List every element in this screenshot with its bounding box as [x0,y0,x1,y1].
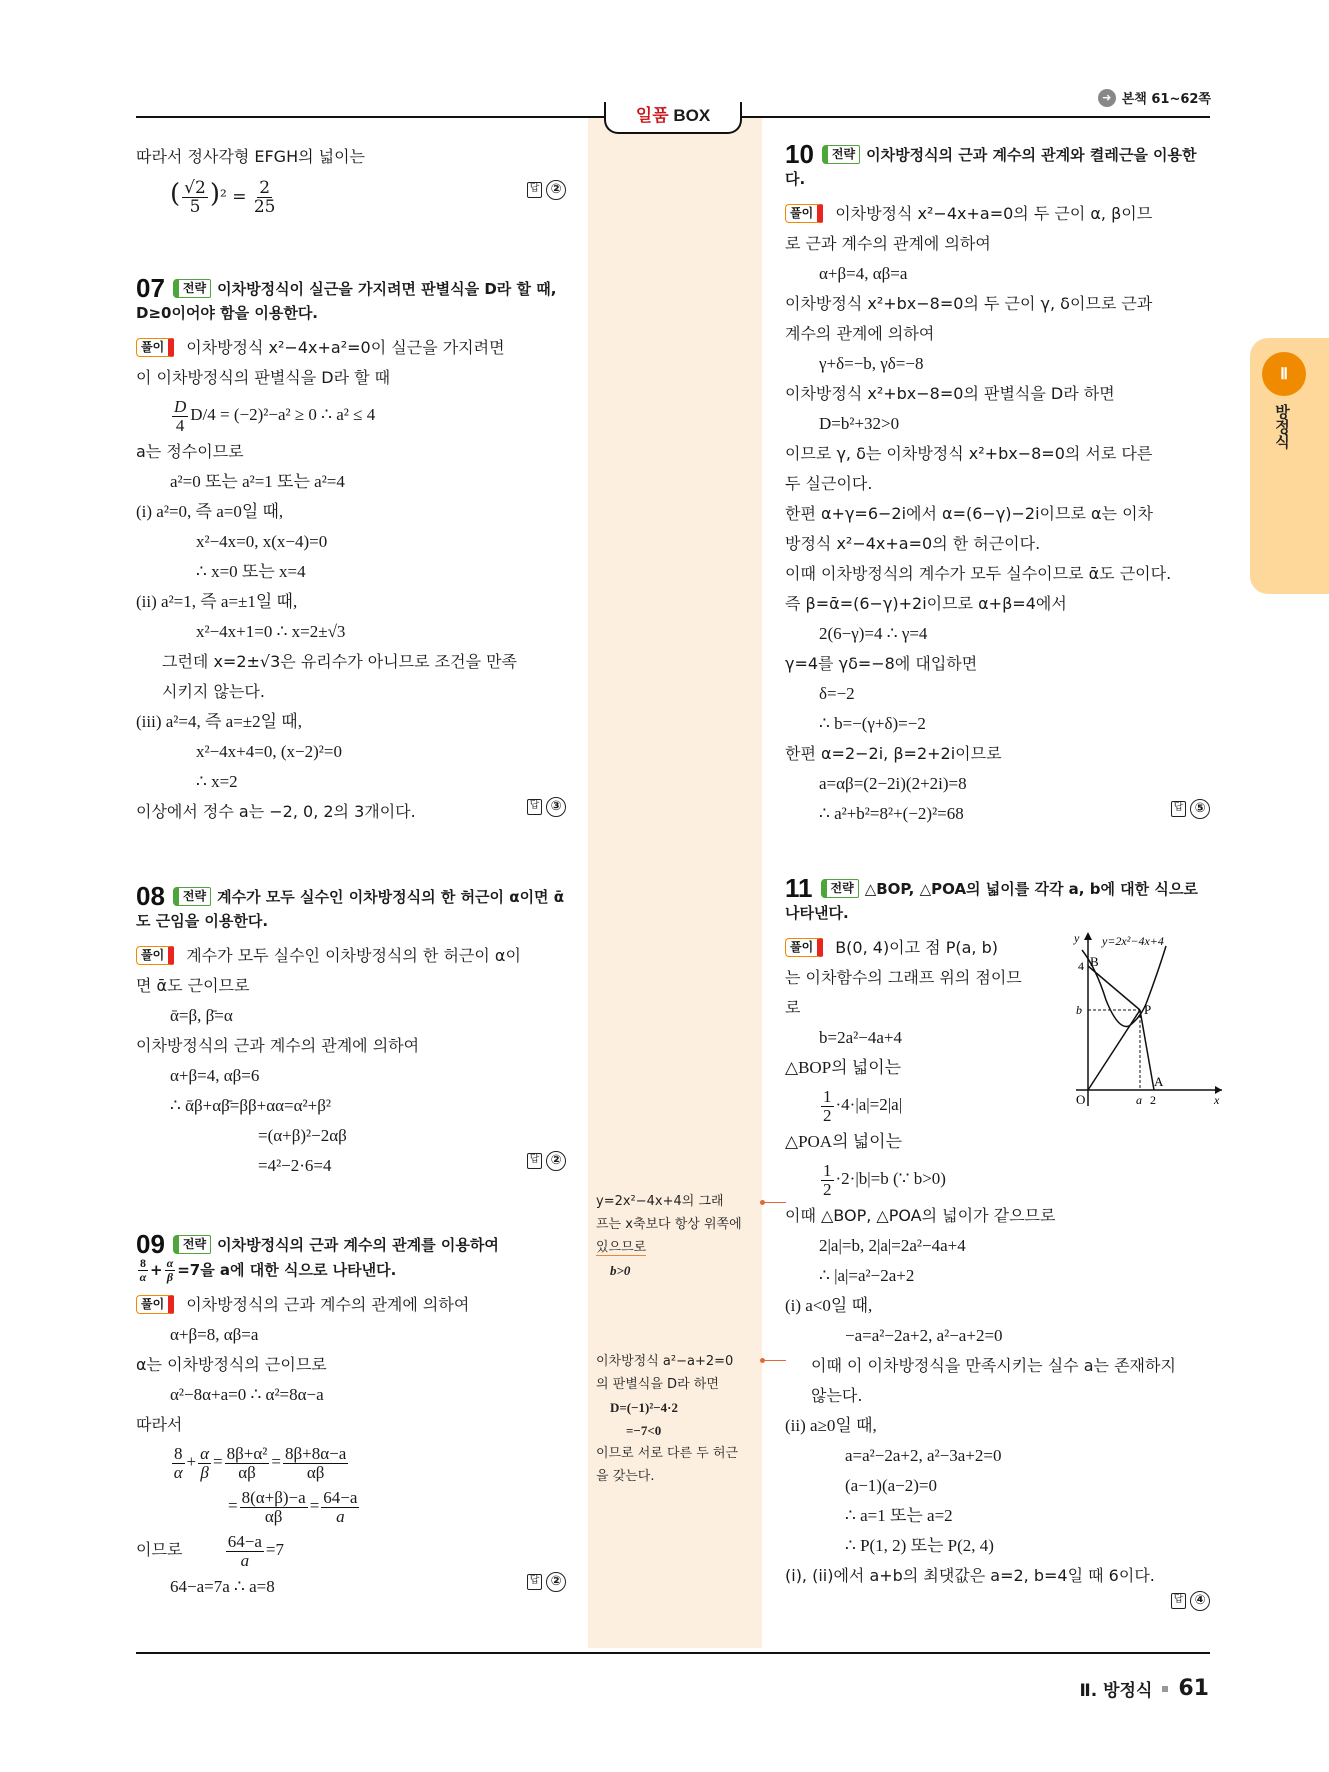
page-reference-text: 본책 61~62쪽 [1121,92,1211,107]
text-line: 두 실근이다. [785,474,873,493]
text-line: 이차방정식 x²+bx−8=0의 판별식을 D라 하면 [785,384,1115,403]
answer-mark: 답 ⑤ [1171,799,1210,819]
text-line: 않는다. [811,1386,863,1405]
math-line: α²−8α+a=0 ∴ α²=8α−a [170,1385,324,1404]
math-line: ( $\frac{√2}{5}$ )² = $\frac{2}{25}$ 답 ② [136,172,566,216]
text-line: 따라서 [136,1415,183,1434]
problem-10-strategy: 10 전략 이차방정식의 근과 계수의 관계와 켤레근을 이용한다. [785,139,1197,188]
problem-09 [136,1229,566,1602]
footer-rule [136,1652,1210,1654]
math-line: = $\frac{8(\alpha+\beta)-a}{\alpha\beta}$ = $\frac{64-a}{a}$ [228,1487,358,1526]
strategy-tag: 전략 [173,279,211,298]
footer-separator [1162,1686,1168,1692]
note-connector-line [764,1202,786,1203]
math-line: a²=0 또는 a²=1 또는 a²=4 [170,472,345,491]
math-line: (iii) a²=4, 즉 a=±2일 때, [136,712,302,731]
chapter-numeral-badge: Ⅱ [1262,352,1306,396]
strategy-tag: 전략 [173,1235,211,1254]
strategy-tag: 전략 [822,145,860,164]
text-line: 계수의 관계에 의하여 [785,324,935,343]
side-note-b-positive: y=2x²−4x+4의 그래 프는 x축보다 항상 위쪽에 있으므로 b>0 [596,1194,742,1278]
math-line: ∴ x=0 또는 x=4 [196,562,306,581]
math-line: x²−4x=0, x(x−4)=0 [196,532,328,551]
math-line: ∴ ᾱβ+αβ̄=ββ+αα=α²+β² [170,1096,331,1115]
math-line: ∴ x=2 [196,772,238,791]
math-line: γ+δ=−b, γδ=−8 [819,354,924,373]
math-line: x²−4x+1=0 ∴ x=2±√3 [196,622,346,641]
solution-tag: 풀이 [136,1295,174,1314]
origin-label: O [1076,1092,1086,1107]
point-b-label: B [1090,954,1099,969]
text-line: 로 [785,998,801,1017]
point-a-label: A [1154,1074,1164,1089]
math-line: △BOP의 넓이는 [785,1058,902,1077]
math-line: ∴ P(1, 2) 또는 P(2, 4) [845,1536,994,1555]
curve-label: y=2x²−4x+4 [1102,934,1164,948]
text-line: 풀이 이차방정식 x²−4x+a²=0이 실근을 가지려면 [136,333,566,363]
math-line: α+β=4, αβ=6 [170,1066,260,1085]
text-line: 방정식 x²−4x+a=0의 한 허근이다. [785,534,1041,553]
text-line: 이상에서 정수 a는 −2, 0, 2의 3개이다. 답 ③ [136,797,566,827]
math-line: $\frac{1}{2}$ ·2·|b|=b (∵ b>0) [823,1160,946,1199]
solution-tag: 풀이 [785,204,823,223]
text-line: 한편 α+γ=6−2i에서 α=(6−γ)−2i이므로 α는 이차 [785,504,1154,523]
math-line: D=b²+32>0 [819,414,900,433]
answer-mark: 답 ② [527,1572,566,1592]
problem-07-strategy: 07 전략 이차방정식이 실근을 가지려면 판별식을 D라 할 때, D≥0이어야 함을 이용한다. [136,273,557,322]
math-line: =4²−2·6=4 답 ② [136,1151,566,1181]
arrow-right-circle-icon: ➜ [1098,89,1116,107]
math-line: =(α+β)²−2αβ [258,1126,347,1145]
answer-mark: 답 ④ [1171,1591,1210,1611]
math-line: ∴ |a|=a²−2a+2 [819,1266,915,1285]
problem-10 [785,139,1210,829]
note-connector-line [764,1360,786,1361]
solution-tag: 풀이 [136,946,174,965]
math-line: $\frac{1}{2}$ ·4·|a|=2|a| [823,1086,903,1125]
box-brand-red: 일품 [635,106,669,125]
math-line: (i) a<0일 때, [785,1296,873,1315]
text-line: α는 이차방정식의 근이므로 [136,1355,327,1374]
tick-4-label: 4 [1078,959,1084,973]
math-line: $\frac{8}{\alpha}$ + $\frac{\alpha}{\beta}$ = $\frac{\text{8β+α²}}{\alpha\beta}$ = $\frac{8\beta+8\alpha-a}{\alpha\beta}$ [173,1443,347,1482]
problem-08-strategy: 08 전략 계수가 모두 실수인 이차방정식의 한 허근이 α이면 ᾱ도 근임을 이용한다. [136,881,565,930]
chapter-side-tab[interactable] [1250,338,1329,594]
text-line: 이차방정식의 근과 계수의 관계에 의하여 [136,1036,420,1055]
math-line: ∴ a²+b²=8²+(−2)²=68 답 ⑤ [785,799,1210,829]
text-line: 풀이 이차방정식 x²−4x+a=0의 두 근이 α, β이므 [785,199,1210,229]
solution-tag: 풀이 [136,338,174,357]
strategy-tag: 전략 [821,879,859,898]
text-line: a는 정수이므로 [136,442,244,461]
math-line: −a=a²−2a+2, a²−a+2=0 [845,1326,1003,1345]
footer-chapter: Ⅱ. 방정식 [1079,1681,1153,1701]
answer-mark: 답 ② [527,1151,566,1171]
point-p-label: P [1144,1002,1152,1017]
problem-09-strategy-line2: $\frac{8}{\alpha}$ + $\frac{\alpha}{\beta}$ =7을 a에 대한 식으로 나타낸다. [139,1256,397,1284]
text-line: 이 이차방정식의 판별식을 D라 할 때 [136,368,391,387]
text-line: 한편 α=2−2i, β=2+2i이므로 [785,744,1002,763]
text-line: 시키지 않는다. [162,682,265,701]
problem-09-strategy: 09 전략 이차방정식의 근과 계수의 관계를 이용하여 [136,1229,499,1259]
problem-11-strategy: 11 전략 △BOP, △POA의 넓이를 각각 a, b에 대한 식으로 나타낸다. [785,873,1198,922]
text-line: 이므로 γ, δ는 이차방정식 x²+bx−8=0의 서로 다른 [785,444,1153,463]
tick-2-label: 2 [1150,1093,1156,1107]
answer-mark: 답 ③ [527,797,566,817]
text-line: γ=4를 γδ=−8에 대입하면 [785,654,978,673]
text-line: 면 ᾱ도 근이므로 [136,976,250,995]
math-line: $\frac{D}{4}$ D/4 = (−2)²−a² ≥ 0 ∴ a² ≤ 4 [174,396,376,435]
math-line: x²−4x+4=0, (x−2)²=0 [196,742,342,761]
math-line: 2|a|=b, 2|a|=2a²−4a+4 [819,1236,966,1255]
text-line: 풀이 계수가 모두 실수인 이차방정식의 한 허근이 α이 [136,941,566,971]
header-rule-right [735,116,1210,118]
math-line: 이므로 $\frac{64-a}{a}$ =7 [136,1531,285,1570]
text-line: (i), (ii)에서 a+b의 최댓값은 a=2, b=4일 때 6이다. [785,1566,1155,1585]
answer-row [785,1591,1210,1621]
page-number: 61 [1178,1676,1209,1701]
strategy-tag: 전략 [173,887,211,906]
parabola-graph [1066,928,1226,1113]
math-line: α+β=8, αβ=a [170,1325,259,1344]
math-line: ∴ a=1 또는 a=2 [845,1506,953,1525]
side-note-discriminant: 이차방정식 a²−a+2=0 의 판별식을 D라 하면 D=(−1)²−4·2 =−7<0 이므로 서로 다른 두 허근 을 갖는다. [596,1354,739,1484]
text-line: 즉 β=ᾱ=(6−γ)+2i이므로 α+β=4에서 [785,594,1067,613]
math-line: α+β=4, αβ=a [819,264,908,283]
text-line: 그런데 x=2±√3은 유리수가 아니므로 조건을 만족 [162,652,518,671]
math-line: 2(6−γ)=4 ∴ γ=4 [819,624,928,643]
page-reference [1098,88,1211,107]
tick-a-label: a [1136,1093,1142,1107]
math-line: △POA의 넓이는 [785,1132,903,1151]
problem-08 [136,881,566,1181]
math-line: δ=−2 [819,684,855,703]
header-rule-left [136,116,610,118]
math-line: (ii) a≥0일 때, [785,1416,877,1435]
math-line: (ii) a²=1, 즉 a=±1일 때, [136,592,298,611]
x-axis-label: x [1214,1093,1220,1107]
math-line: 64−a=7a ∴ a=8 답 ② [136,1572,566,1602]
math-line: (a−1)(a−2)=0 [845,1476,937,1495]
text-line: 이때 이 이차방정식을 만족시키는 실수 a는 존재하지 [811,1356,1176,1375]
text-line: 로 근과 계수의 관계에 의하여 [785,234,991,253]
math-line: ᾱ=β, β̄=α [170,1006,233,1025]
y-axis-label: y [1074,931,1080,945]
box-brand-black: BOX [668,106,711,125]
tick-b-label: b [1076,1003,1082,1017]
ilpum-box-tab [604,102,742,134]
text-line: 이때 이차방정식의 계수가 모두 실수이므로 ᾱ도 근이다. [785,564,1172,583]
answer-mark: 답 ② [527,180,566,200]
math-line: ∴ b=−(γ+δ)=−2 [819,714,926,733]
chapter-label: 방정식 [1273,404,1291,449]
math-line: (i) a²=0, 즉 a=0일 때, [136,502,284,521]
text-line: 풀이 B(0, 4)이고 점 P(a, b) [785,933,1210,963]
solution-tag: 풀이 [785,938,823,957]
text-line: 는 이차함수의 그래프 위의 점이므 [785,968,1022,987]
text-line: 이때 △BOP, △POA의 넓이가 같으므로 [785,1206,1056,1225]
text-line: 풀이 이차방정식의 근과 계수의 관계에 의하여 [136,1290,566,1320]
math-line: b=2a²−4a+4 [819,1028,902,1047]
page-footer [1080,1676,1209,1701]
problem-06-tail [136,142,566,216]
text-line: 따라서 정사각형 EFGH의 넓이는 [136,147,366,166]
math-line: a=a²−2a+2, a²−3a+2=0 [845,1446,1002,1465]
text-line: 이차방정식 x²+bx−8=0의 두 근이 γ, δ이므로 근과 [785,294,1153,313]
problem-07 [136,273,566,827]
math-line: a=αβ=(2−2i)(2+2i)=8 [819,774,967,793]
